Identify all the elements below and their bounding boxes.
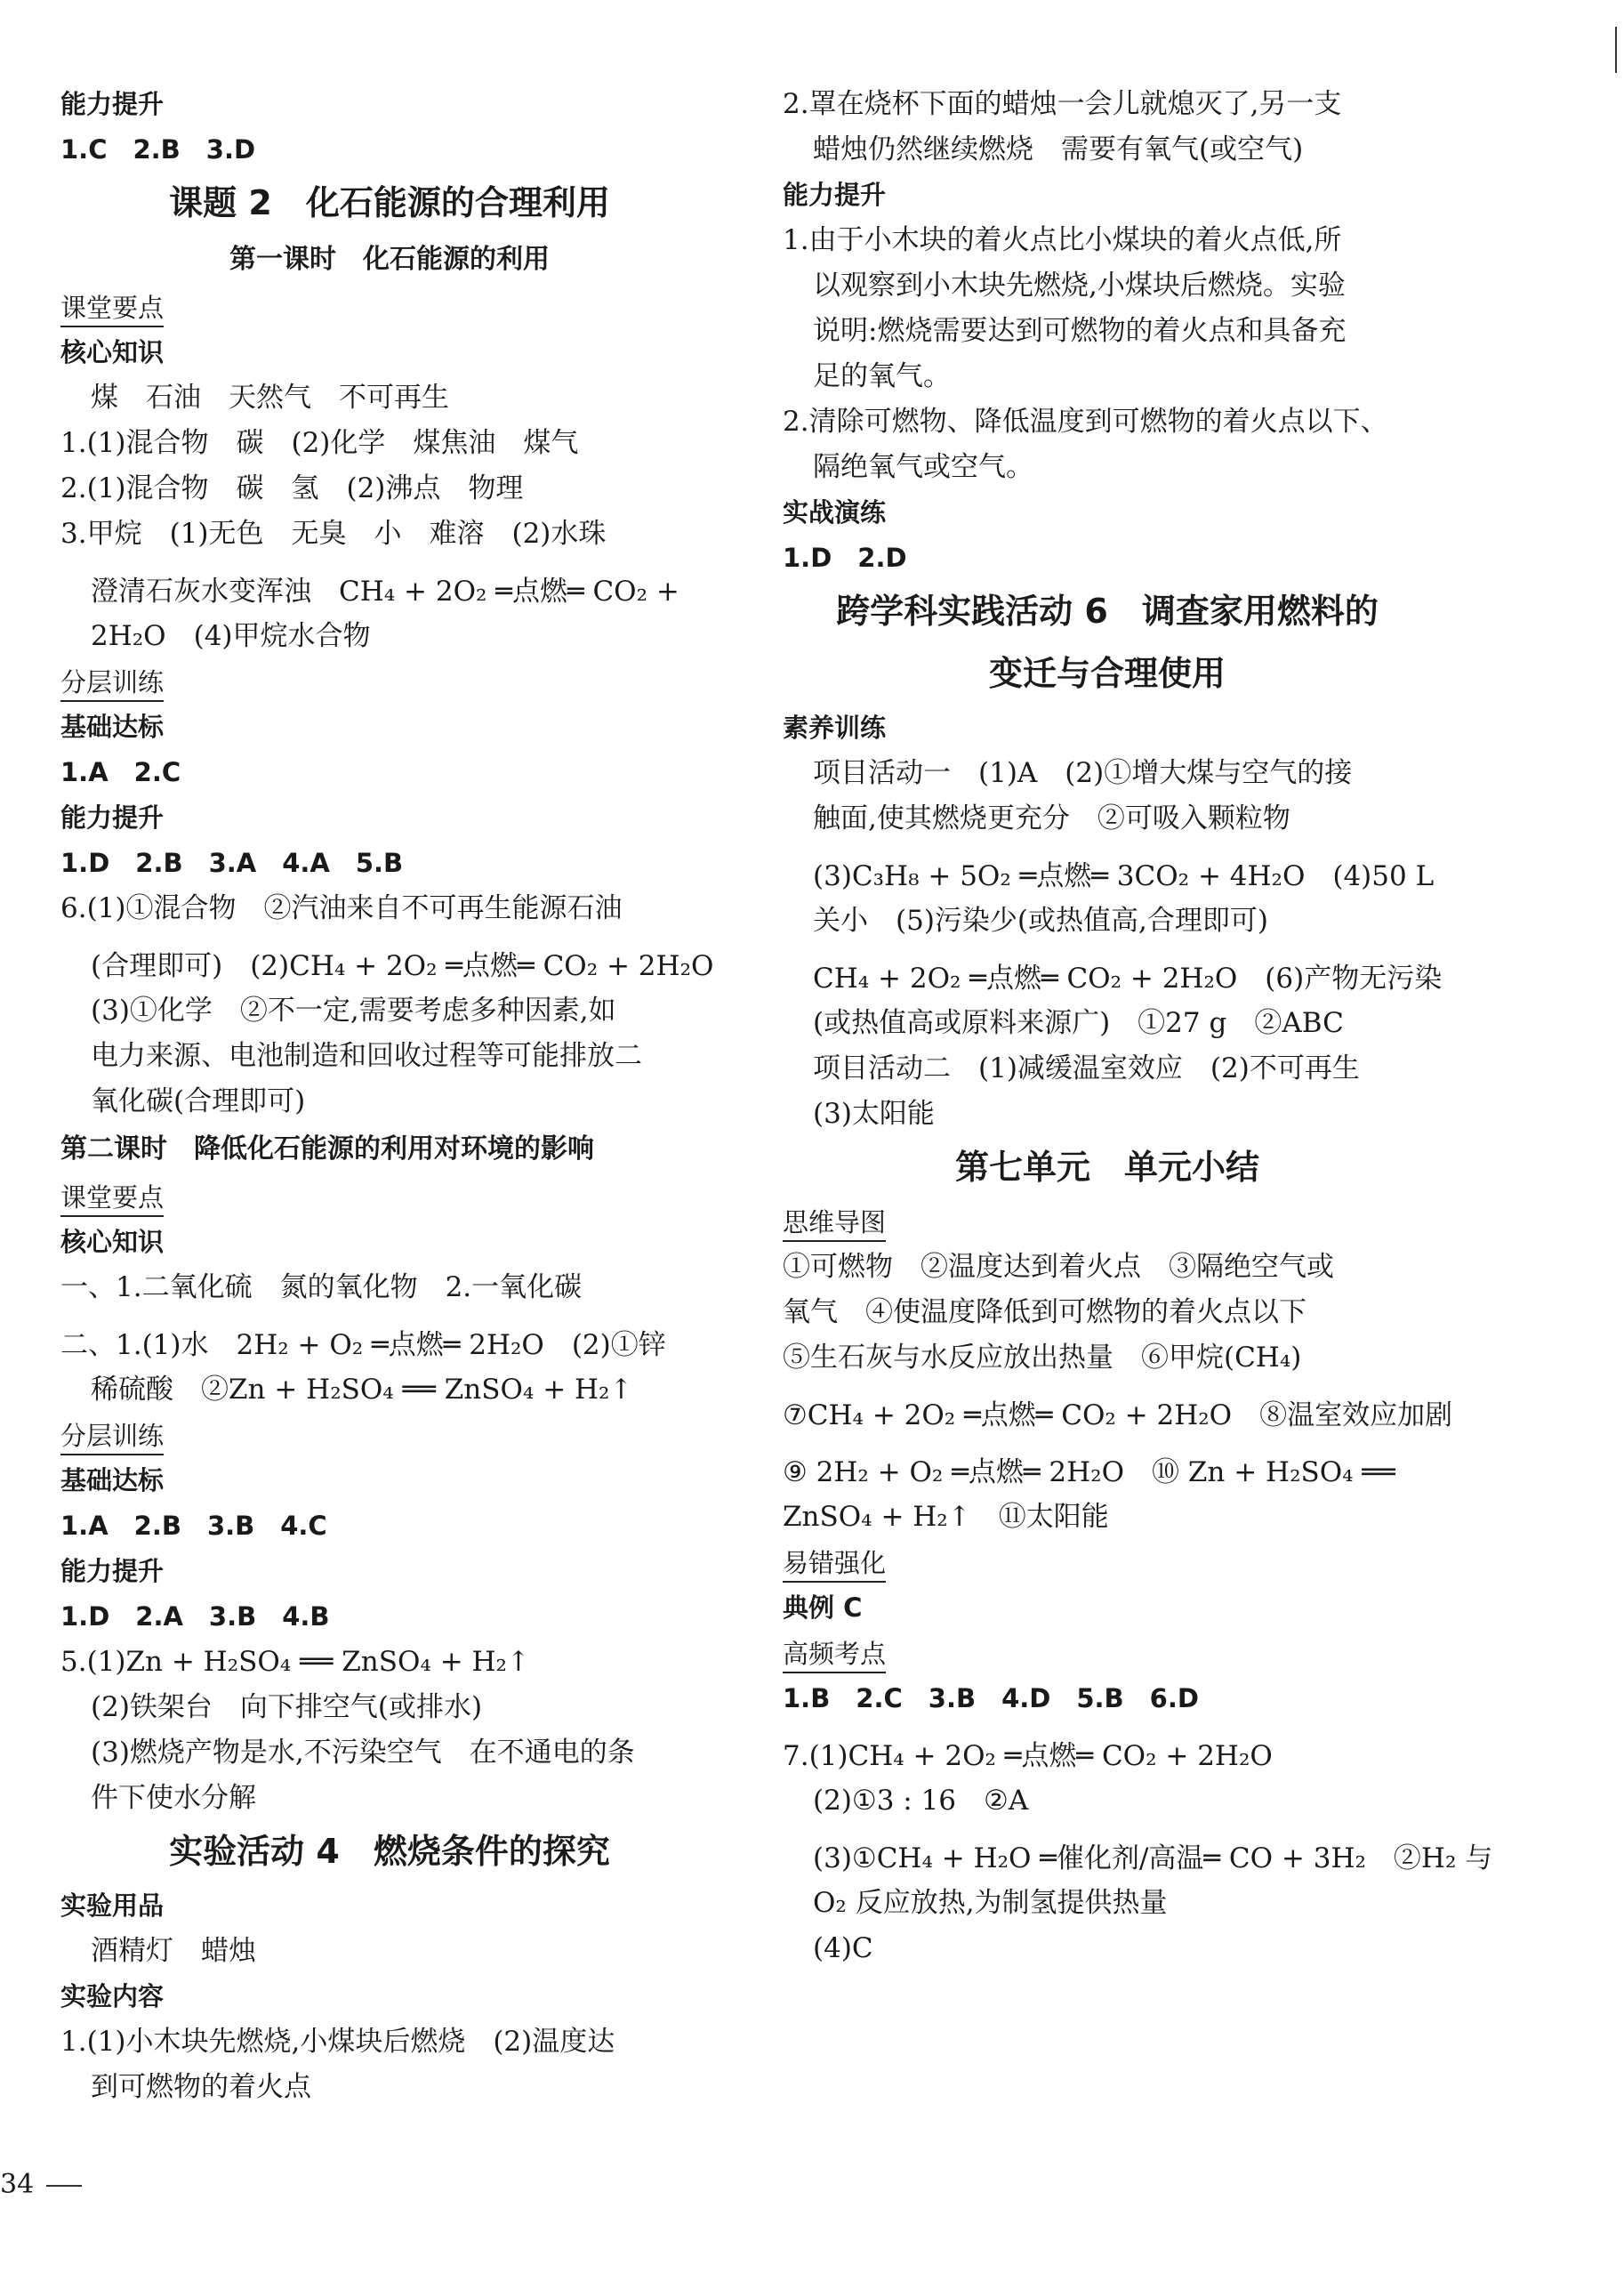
section-tag-label: 思维导图 xyxy=(783,1205,886,1242)
bold-line: 1.A 2.C xyxy=(60,757,181,787)
text-line: 氧气 ④使温度降低到可燃物的着火点以下 xyxy=(783,1296,1306,1328)
bold-line: 实验用品 xyxy=(60,1890,165,1921)
bold-line: 核心知识 xyxy=(60,1227,165,1257)
text-line: 件下使水分解 xyxy=(91,1782,256,1814)
text-line: (3)燃烧产物是水,不污染空气 在不通电的条 xyxy=(91,1737,635,1769)
section-tag xyxy=(783,1540,1432,1585)
text-line: 2.罩在烧杯下面的蜡烛一会儿就熄灭了,另一支 xyxy=(783,88,1342,120)
text-line: 5.(1)Zn + H₂SO₄ ══ ZnSO₄ + H₂↑ xyxy=(60,1646,530,1678)
text-line: ⑤生石灰与水反应放出热量 ⑥甲烷(CH₄) xyxy=(783,1342,1302,1374)
text-line: 1.由于小木块的着火点比小煤块的着火点低,所 xyxy=(783,224,1342,256)
text-line: 蜡烛仍然继续燃烧 需要有氧气(或空气) xyxy=(813,133,1304,165)
bold-line: 实验内容 xyxy=(60,1981,165,2011)
text-line: 说明:燃烧需要达到可燃物的着火点和具备充 xyxy=(813,315,1347,347)
text-line: (3)①化学 ②不一定,需要考虑多种因素,如 xyxy=(91,995,616,1027)
text-line: ⑦CH₄ + 2O₂ ═点燃═ CO₂ + 2H₂O ⑧温室效应加剧 xyxy=(783,1399,1453,1431)
text-line: O₂ 反应放热,为制氢提供热量 xyxy=(813,1887,1168,1919)
text-line: 项目活动一 (1)A (2)①增大煤与空气的接 xyxy=(813,757,1353,789)
text-line: 澄清石灰水变浑浊 CH₄ + 2O₂ ═点燃═ CO₂ + xyxy=(91,576,679,608)
bold-line: 能力提升 xyxy=(783,180,887,210)
text-line: 隔绝氧气或空气。 xyxy=(813,451,1033,483)
text-line: 稀硫酸 ②Zn + H₂SO₄ ══ ZnSO₄ + H₂↑ xyxy=(91,1374,633,1406)
text-line: 1.(1)混合物 碳 (2)化学 煤焦油 煤气 xyxy=(60,427,579,459)
text-line: 触面,使其燃烧更充分 ②可吸入颗粒物 xyxy=(813,802,1290,834)
text-line: 电力来源、电池制造和回收过程等可能排放二 xyxy=(91,1040,642,1072)
section-heading: 跨学科实践活动 6 调查家用燃料的 xyxy=(836,592,1379,631)
bold-line: 素养训练 xyxy=(783,713,887,743)
text-line: 二、1.(1)水 2H₂ + O₂ ═点燃═ 2H₂O (2)①锌 xyxy=(60,1329,666,1361)
text-line: 1.(1)小木块先燃烧,小煤块后燃烧 (2)温度达 xyxy=(60,2026,615,2058)
right-column xyxy=(783,82,1493,1971)
bold-line: 1.C 2.B 3.D xyxy=(60,134,256,165)
text-line: 以观察到小木块先燃烧,小煤块后燃烧。实验 xyxy=(813,270,1346,302)
text-line: 项目活动二 (1)减缓温室效应 (2)不可再生 xyxy=(813,1052,1360,1084)
section-tag xyxy=(783,1199,1432,1245)
section-tag-label: 课堂要点 xyxy=(60,1180,164,1217)
bold-line: 典例 C xyxy=(783,1592,863,1623)
section-tag xyxy=(60,285,719,330)
text-line: 2H₂O (4)甲烷水合物 xyxy=(91,620,371,652)
text-line: 足的氧气。 xyxy=(813,360,951,392)
text-line: 到可燃物的着火点 xyxy=(91,2071,311,2103)
section-tag-label: 高频考点 xyxy=(783,1636,886,1673)
section-heading: 课题 2 化石能源的合理利用 xyxy=(169,183,610,222)
text-line: ①可燃物 ②温度达到着火点 ③隔绝空气或 xyxy=(783,1251,1334,1283)
text-line: 2.(1)混合物 碳 氢 (2)沸点 物理 xyxy=(60,472,524,504)
section-tag xyxy=(60,1413,719,1458)
text-line: 氧化碳(合理即可) xyxy=(91,1085,306,1117)
text-line: (2)铁架台 向下排空气(或排水) xyxy=(91,1691,483,1723)
bold-line: 能力提升 xyxy=(60,1556,165,1586)
section-heading: 实验活动 4 燃烧条件的探究 xyxy=(169,1832,610,1871)
text-line: 7.(1)CH₄ + 2O₂ ═点燃═ CO₂ + 2H₂O xyxy=(783,1740,1273,1772)
section-tag-label: 易错强化 xyxy=(783,1545,886,1583)
section-tag xyxy=(60,659,719,705)
text-line: ⑨ 2H₂ + O₂ ═点燃═ 2H₂O ⑩ Zn + H₂SO₄ ══ xyxy=(783,1456,1395,1488)
text-line: (3)①CH₄ + H₂O ═催化剂/高温═ CO + 3H₂ ②H₂ 与 xyxy=(813,1842,1493,1874)
bold-line: 能力提升 xyxy=(60,89,165,119)
text-line: 煤 石油 天然气 不可再生 xyxy=(91,382,449,414)
section-tag xyxy=(783,1631,1432,1676)
text-line: 2.清除可燃物、降低温度到可燃物的着火点以下、 xyxy=(783,406,1388,438)
section-tag xyxy=(60,1174,719,1220)
section-heading: 变迁与合理使用 xyxy=(988,654,1226,693)
bold-line: 核心知识 xyxy=(60,337,165,367)
page-edge-mark xyxy=(1615,27,1617,73)
text-line: 一、1.二氧化硫 氮的氧化物 2.一氧化碳 xyxy=(60,1271,583,1303)
bold-line: 基础达标 xyxy=(60,712,165,742)
text-line: (合理即可) (2)CH₄ + 2O₂ ═点燃═ CO₂ + 2H₂O xyxy=(91,950,714,982)
section-tag-label: 分层训练 xyxy=(60,1418,164,1455)
bold-line: 1.D 2.D xyxy=(783,543,907,573)
text-line: (4)C xyxy=(813,1932,873,1964)
bold-line: 1.B 2.C 3.B 4.D 5.B 6.D xyxy=(783,1683,1199,1713)
page-number-text: 34 xyxy=(0,2169,35,2200)
text-line: ZnSO₄ + H₂↑ ⑪太阳能 xyxy=(783,1501,1109,1533)
text-line: CH₄ + 2O₂ ═点燃═ CO₂ + 2H₂O (6)产物无污染 xyxy=(813,963,1443,995)
bold-line: 基础达标 xyxy=(60,1465,165,1495)
text-line: 3.甲烷 (1)无色 无臭 小 难溶 (2)水珠 xyxy=(60,518,607,550)
bold-line: 能力提升 xyxy=(60,802,165,833)
text-line: 关小 (5)污染少(或热值高,合理即可) xyxy=(813,905,1268,937)
subsection-heading: 第二课时 降低化石能源的利用对环境的影响 xyxy=(60,1133,594,1165)
left-column xyxy=(60,82,719,2110)
bold-line: 实战演练 xyxy=(783,497,887,528)
text-line: 6.(1)①混合物 ②汽油来自不可再生能源石油 xyxy=(60,892,623,924)
bold-line: 1.A 2.B 3.B 4.C xyxy=(60,1511,327,1541)
subsection-heading: 第一课时 化石能源的利用 xyxy=(229,244,550,275)
section-tag-label: 分层训练 xyxy=(60,665,164,702)
text-line: (2)①3 : 16 ②A xyxy=(813,1785,1029,1817)
page-number xyxy=(0,2169,82,2200)
text-line: (3)太阳能 xyxy=(813,1098,935,1130)
section-tag-label: 课堂要点 xyxy=(60,290,164,327)
text-line: (3)C₃H₈ + 5O₂ ═点燃═ 3CO₂ + 4H₂O (4)50 L xyxy=(813,860,1435,892)
text-line: (或热值高或原料来源广) ①27 g ②ABC xyxy=(813,1007,1344,1039)
section-heading: 第七单元 单元小结 xyxy=(954,1148,1259,1187)
text-line: 酒精灯 蜡烛 xyxy=(91,1935,256,1967)
bold-line: 1.D 2.B 3.A 4.A 5.B xyxy=(60,848,404,878)
bold-line: 1.D 2.A 3.B 4.B xyxy=(60,1601,330,1632)
